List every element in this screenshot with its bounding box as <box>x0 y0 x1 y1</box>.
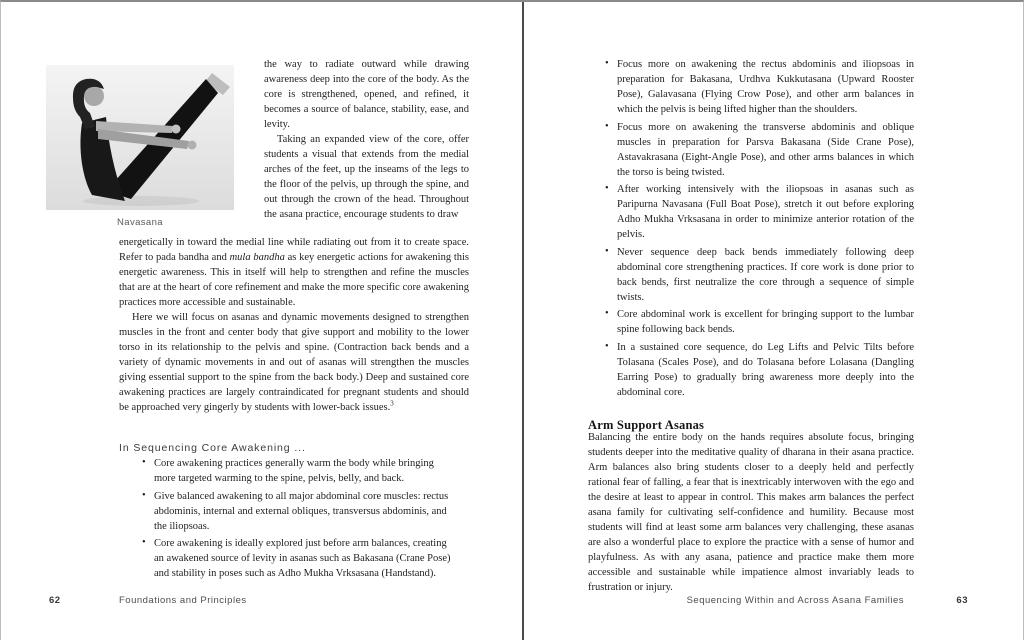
body-paragraph-1 <box>119 235 469 310</box>
section-heading-arm-support: Arm Support Asanas <box>588 417 705 432</box>
body-paragraph-2 <box>119 310 469 415</box>
list-item: • Give balanced awakening to all major abdominal core muscles: rectus abdominis, internal and external obliques, transversus abdominis, and the iliopsoas. <box>142 489 456 534</box>
left-body-text <box>119 235 469 415</box>
list-item: • Focus more on awakening the rectus abdominis and iliopsoas in preparation for Bakasana, Urdhva Kukkutasana (Upward Rooster Pose), Galavasana (Flying Crow Pose), and other arm balances in which the pelvis is being lifted higher than the shoulders. <box>605 57 914 117</box>
list-item: • Never sequence deep back bends immediately following deep abdominal core strengthening practices. If core work is done prior to back bends, first neutralize the core through a sequence of simple twists. <box>605 245 914 305</box>
left-column-text <box>264 57 469 222</box>
list-item: • Core abdominal work is excellent for bringing support to the lumbar spine following back bends. <box>605 307 914 337</box>
italic-term: mula bandha <box>229 252 285 263</box>
running-title-left: Foundations and Principles <box>119 595 247 606</box>
floor-shadow <box>83 196 199 206</box>
photo-caption: Navasana <box>117 217 163 228</box>
navasana-photo <box>46 65 234 210</box>
arm-support-paragraph: Balancing the entire body on the hands requires absolute focus, bringing students deeper into the meditative quality of dharana in their asana practice. Arm balances also bring students closer to a deeply held and perfectly rational fear of falling, a fear that is inextricably interwoven with the ego and the desire at least to appear in control. This makes arm balances the perfect asana family for cultivating self-confidence and humility. Because most students will find at least some arm balances very challenging, these asanas are also a wonderful place to explore the practice with a sense of humor and playfulness. As with any asana, patience and practice make them more accessible and sustainable while impatience almost invariably leads to frustration or injury. <box>588 432 914 593</box>
list-item: • Focus more on awakening the transverse abdominis and oblique muscles in preparation for Parsva Bakasana (Side Crane Pose), Astavakrasana (Eight-Angle Pose), and other arms balances in which the torso is being twisted. <box>605 120 914 180</box>
column-paragraph-2: Taking an expanded view of the core, offer students a visual that extends from the medial arches of the feet, up the inseams of the legs to the floor of the pelvis, up through the spine, and out through the crown of the head. Throughout the asana practice, encourage students to draw <box>264 134 469 220</box>
running-title-right: Sequencing Within and Across Asana Families <box>686 595 904 606</box>
list-item: • In a sustained core sequence, do Leg Lifts and Pelvic Tilts before Tolasana (Scales Pose), and do Tolasana before Lolasana (Dangling Earring Pose) to gradually bring awareness more deeply into the abdominal core. <box>605 340 914 400</box>
list-item: • After working intensively with the iliopsoas in asanas such as Paripurna Navasana (Full Boat Pose), stretch it out before exploring Adho Mukha Vrksasana in order to minimize anterior rotation of the pelvis. <box>605 182 914 242</box>
page-number-right: 63 <box>956 595 968 606</box>
list-item: • Core awakening practices generally warm the body while bringing more targeted warming to the spine, pelvis, belly, and back. <box>142 456 456 486</box>
list-item: • Core awakening is ideally explored just before arm balances, creating an awakened source of levity in asanas such as Bakasana (Crane Pose) and stability in poses such as Adho Mukha Vrksasana (Handstand). <box>142 536 456 581</box>
paragraph-text: energetically in toward the medial line while radiating out from it to create space. Refer to pada bandha and <box>119 237 469 263</box>
footnote-marker: 3 <box>390 399 394 408</box>
column-paragraph-1: the way to radiate outward while drawing awareness deep into the core of the body. As the core is strengthened, opened, and refined, it becomes a source of balance, stability, ease, and levity. <box>264 59 469 130</box>
page-number-left: 62 <box>49 595 61 606</box>
right-bullet-list <box>605 57 914 402</box>
section-heading-core-awakening: In Sequencing Core Awakening ... <box>119 441 306 454</box>
page-gutter-line <box>522 2 524 640</box>
paragraph-text: Here we will focus on asanas and dynamic movements designed to strengthen muscles in the front and center body that give support and mobility to the lower torso in its relationship to the pelvis and spine. (Contraction back bends and a variety of dynamic movements in and out of asanas will strengthen the muscles giving essential support to the spine from the back body.) Deep and sustained core awakening practices are largely contraindicated for pregnant students and should be approached very gingerly by students with lower-back issues. <box>119 312 469 413</box>
paragraph-text: as key energetic actions for awakening this energetic awareness. This in itself will help to strengthen and refine the muscles that are at the heart of core refinement and make the more specific core awakening practices more accessible and sustainable. <box>119 252 470 308</box>
navasana-photo-figure <box>46 65 234 228</box>
left-bullet-list <box>142 456 456 584</box>
